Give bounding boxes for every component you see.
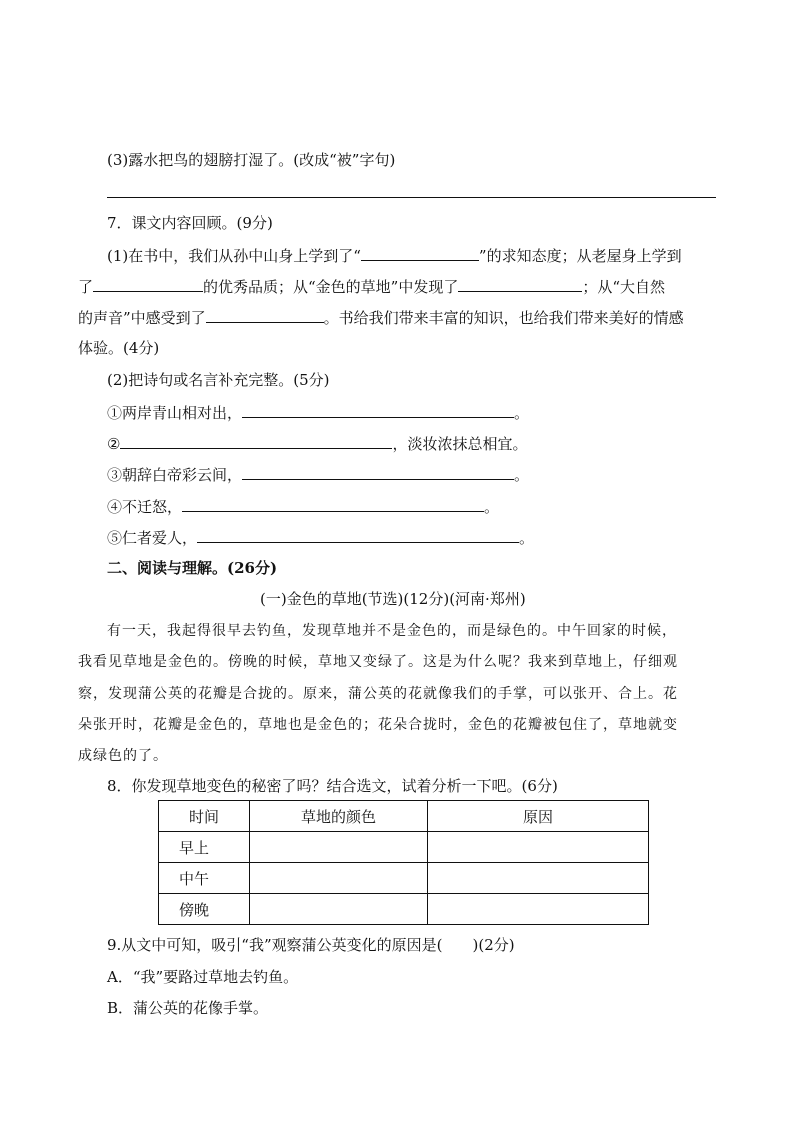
q7-p1-text: 的声音”中感受到了 [78, 309, 206, 327]
q7-p1-text: ；从“大自然 [582, 278, 666, 296]
q7-blank-4[interactable] [206, 307, 324, 323]
poem-blank-4[interactable] [182, 496, 484, 512]
table-row-label: 中午 [159, 863, 250, 894]
answer-table [158, 800, 649, 925]
poem-item-3 [107, 464, 529, 485]
table-row [159, 832, 649, 863]
q7-p1-line3 [78, 307, 684, 328]
poem-item-text: ④不迁怒， [107, 498, 183, 516]
table-row [159, 863, 649, 894]
passage-line: 有一天，我起得很早去钓鱼，发现草地并不是金色的，而是绿色的。中午回家的时候， [107, 623, 677, 639]
q7-blank-1[interactable] [361, 245, 479, 261]
answer-cell[interactable] [428, 894, 649, 925]
q8-title: 8．你发现草地变色的秘密了吗？结合选文，试着分析一下吧。(6分) [107, 777, 558, 795]
answer-cell[interactable] [250, 863, 428, 894]
passage-line: 我看见草地是金色的。傍晚的时候，草地又变绿了。这是为什么呢？我来到草地上，仔细观 [78, 654, 678, 670]
poem-item-text: 。 [519, 529, 535, 547]
table-row-label: 早上 [159, 832, 250, 863]
answer-cell[interactable] [428, 863, 649, 894]
q7-p1-text: 。书给我们带来丰富的知识，也给我们带来美好的情感 [323, 309, 684, 327]
poem-blank-3[interactable] [242, 464, 514, 480]
answer-cell[interactable] [428, 832, 649, 863]
q7-p1-text: ”的求知态度；从老屋身上学到 [478, 247, 682, 265]
table-header-row [159, 801, 649, 832]
q6-part3-prompt: (3)露水把鸟的翅膀打湿了。(改成“被”字句) [107, 151, 396, 169]
section2-title: 二、阅读与理解。(26分) [107, 559, 278, 577]
poem-blank-5[interactable] [197, 527, 519, 543]
q9-option-b[interactable]: B．蒲公英的花像手掌。 [107, 999, 269, 1017]
poem-item-2 [107, 433, 527, 454]
q7-p1-text: 的优秀品质；从“金色的草地”中发现了 [203, 278, 459, 296]
answer-cell[interactable] [250, 832, 428, 863]
q7-p1-text: 了 [78, 278, 94, 296]
poem-item-text: 。 [484, 498, 500, 516]
poem-item-4 [107, 496, 499, 517]
passage-title: (一)金色的草地(节选)(12分)(河南·郑州) [260, 590, 526, 608]
poem-item-text: 。 [514, 404, 530, 422]
q7-title: 7．课文内容回顾。(9分) [107, 214, 273, 232]
poem-item-text: 。 [514, 466, 530, 484]
q7-blank-3[interactable] [458, 276, 582, 292]
table-row-label: 傍晚 [159, 894, 250, 925]
passage-line: 察，发现蒲公英的花瓣是合拢的。原来，蒲公英的花就像我们的手掌，可以张开、合上。花 [78, 686, 678, 702]
table-row [159, 894, 649, 925]
table-header: 草地的颜色 [250, 801, 428, 832]
table-header: 原因 [428, 801, 649, 832]
table-header: 时间 [159, 801, 250, 832]
q7-p1-text: (1)在书中，我们从孙中山身上学到了“ [107, 247, 361, 265]
q7-blank-2[interactable] [93, 276, 203, 292]
q6-answer-line[interactable] [107, 197, 716, 198]
passage-line: 朵张开时，花瓣是金色的，草地也是金色的；花朵合拢时，金色的花瓣被包住了，草地就变 [78, 717, 678, 733]
poem-item-text: ② [107, 435, 121, 453]
passage-line: 成绿色的了。 [78, 748, 168, 764]
poem-item-1 [107, 402, 529, 423]
poem-item-text: ，淡妆浓抹总相宜。 [392, 435, 528, 453]
poem-blank-1[interactable] [242, 402, 514, 418]
q7-p2-title: (2)把诗句或名言补充完整。(5分) [107, 371, 330, 389]
q7-p1-line2 [78, 276, 665, 297]
poem-item-text: ③朝辞白帝彩云间， [107, 466, 243, 484]
answer-cell[interactable] [250, 894, 428, 925]
poem-item-5 [107, 527, 534, 548]
q7-p1-line4: 体验。(4分) [78, 339, 160, 357]
q7-p1-line1 [107, 245, 682, 266]
poem-item-text: ①两岸青山相对出， [107, 404, 243, 422]
poem-blank-2[interactable] [120, 433, 392, 449]
poem-item-text: ⑤仁者爱人， [107, 529, 198, 547]
q9-title: 9.从文中可知，吸引“我”观察蒲公英变化的原因是( )(2分) [107, 936, 515, 954]
q9-option-a[interactable]: A．“我”要路过草地去钓鱼。 [107, 968, 299, 986]
